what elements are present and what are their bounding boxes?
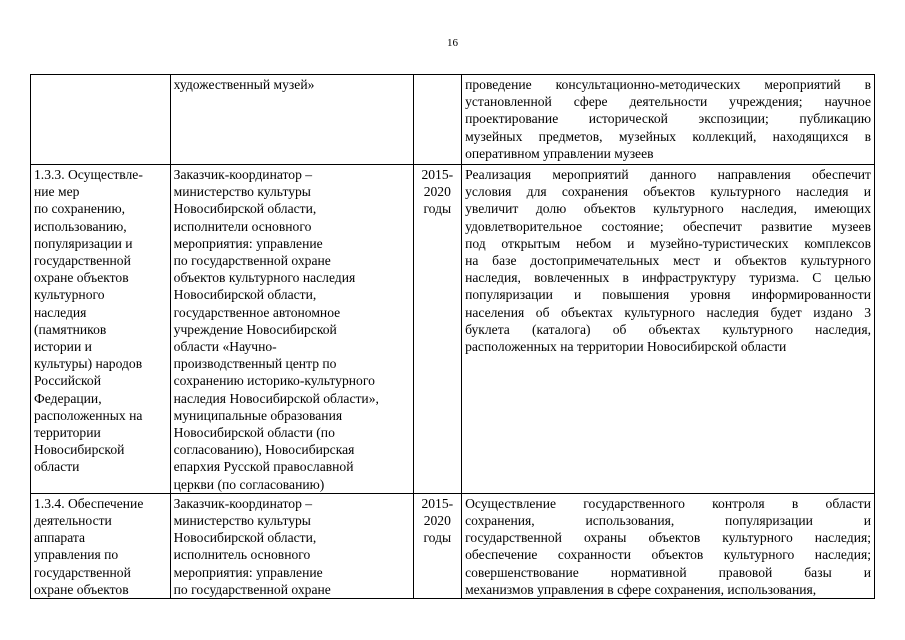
cell-text-line: области «Научно-: [173, 339, 277, 355]
cell-text-line: мероприятия: управление: [173, 564, 323, 580]
cell-text-line: территории: [34, 425, 101, 441]
cell-text-line: (памятников: [34, 321, 107, 337]
cell-text-line: Заказчик-координатор –: [173, 495, 313, 511]
executor-cell: [170, 493, 413, 598]
page-number: 16: [447, 37, 458, 49]
cell-text-line: производственный центр по: [173, 356, 337, 372]
cell-text-line: государственной: [34, 564, 131, 580]
cell-text-line: учреждение Новосибирской: [173, 321, 337, 337]
result-cell: [462, 75, 875, 165]
cell-text-line: проектирование исторической экспозиции; публикацию: [465, 111, 871, 127]
cell-text-line: Новосибирской области,: [173, 201, 317, 217]
table-row: [31, 165, 875, 494]
cell-text-line: охране объектов: [34, 270, 129, 286]
cell-text-line: министерство культуры: [173, 184, 311, 200]
result-cell: [462, 493, 875, 598]
cell-text-line: на базе достопримечательных мест и объектов культурного: [465, 253, 871, 269]
cell-text-line: по государственной охране: [173, 581, 331, 597]
cell-text-line: муниципальные образования: [173, 407, 343, 423]
period-cell: [413, 75, 462, 165]
cell-text-line: обеспечение сохранности объектов культурного наследия;: [465, 547, 871, 563]
result-cell: [462, 165, 875, 494]
cell-text-line: расположенных на: [34, 407, 143, 423]
cell-text-line: государственной: [34, 253, 131, 269]
cell-text-line: населения об объектах культурного наследия будет издано 3: [465, 304, 871, 320]
cell-text-line: сохранению историко-культурного: [173, 373, 375, 389]
cell-text-line: условия для сохранения объектов культурного наследия и: [465, 184, 871, 200]
activity-cell: [31, 493, 171, 598]
cell-text-line: 1.3.4. Обеспечение: [34, 495, 144, 511]
table-row: [31, 493, 875, 598]
cell-text-line: наследия, вовлеченных в инфраструктуру туризма. С целью: [465, 270, 871, 286]
cell-text-line: исполнители основного: [173, 218, 312, 234]
cell-text-line: управления по: [34, 547, 119, 563]
cell-text-line: удовлетворительное состояние; обеспечит развитие музеев: [465, 218, 871, 234]
cell-text-line: годы: [423, 201, 452, 217]
cell-text-line: наследия: [34, 304, 87, 320]
cell-text-line: объектов культурного наследия: [173, 270, 356, 286]
cell-text-line: механизмов управления в сфере сохранения, использования,: [465, 581, 817, 597]
cell-text-line: государственной охраны объектов культурного наследия;: [465, 530, 871, 546]
cell-text-line: государственное автономное: [173, 304, 341, 320]
cell-text-line: Федерации,: [34, 390, 102, 406]
cell-text-line: 1.3.3. Осуществле-: [34, 167, 143, 182]
cell-text-line: по государственной охране: [173, 253, 331, 269]
cell-text-line: 2015-: [421, 167, 454, 182]
cell-text-line: под открытым небом и музейно-туристических комплексов: [465, 235, 871, 251]
cell-text-line: установленной сфере деятельности учреждения; научное: [465, 94, 871, 110]
cell-text-line: деятельности: [34, 513, 112, 529]
cell-text-line: совершенствование нормативной правовой базы и: [465, 564, 871, 580]
cell-text-line: Новосибирской области,: [173, 530, 317, 546]
table-row: [31, 75, 875, 165]
cell-text-line: Новосибирской: [34, 442, 125, 458]
program-table: [30, 74, 875, 599]
cell-text-line: буклета (каталога) об объектах культурного наследия,: [465, 321, 871, 337]
cell-text-line: увеличит долю объектов культурного наследия, имеющих: [465, 201, 871, 217]
activity-cell: [31, 75, 171, 165]
executor-cell: [170, 75, 413, 165]
cell-text-line: по сохранению,: [34, 201, 126, 217]
cell-text-line: Заказчик-координатор –: [173, 167, 313, 182]
cell-text-line: 2015-: [421, 495, 454, 511]
cell-text-line: церкви (по согласованию): [173, 476, 325, 492]
cell-text-line: культуры) народов: [34, 356, 143, 372]
cell-text-line: министерство культуры: [173, 513, 311, 529]
executor-cell: [170, 165, 413, 494]
cell-text-line: 2020: [423, 184, 451, 200]
cell-text-line: культурного: [34, 287, 105, 303]
cell-text-line: истории и: [34, 339, 92, 355]
cell-text-line: исполнитель основного: [173, 547, 311, 563]
cell-text-line: музейных предметов, музейных коллекций, находящихся в: [465, 128, 871, 144]
cell-text-line: популяризации и повышения уровня информированности: [465, 287, 871, 303]
cell-text-line: годы: [423, 530, 452, 546]
activity-cell: [31, 165, 171, 494]
cell-text-line: использованию,: [34, 218, 127, 234]
period-cell: [413, 165, 462, 494]
cell-text-line: 2020: [423, 513, 451, 529]
cell-text-line: епархия Русской православной: [173, 459, 354, 475]
cell-text-line: Реализация мероприятий данного направления обеспечит: [465, 167, 871, 182]
cell-text-line: сохранения, использования, популяризации и: [465, 513, 871, 529]
cell-text-line: Осуществление государственного контроля в области: [465, 495, 871, 511]
cell-text-line: аппарата: [34, 530, 86, 546]
cell-text-line: области: [34, 459, 80, 475]
cell-text-line: ние мер: [34, 184, 80, 200]
cell-text-line: расположенных на территории Новосибирской области: [465, 339, 787, 355]
cell-text-line: проведение консультационно-методических мероприятий в: [465, 77, 871, 92]
cell-text-line: Новосибирской области,: [173, 287, 317, 303]
cell-text-line: согласованию), Новосибирская: [173, 442, 355, 458]
period-cell: [413, 493, 462, 598]
cell-text-line: Российской: [34, 373, 101, 389]
cell-text-line: популяризации и: [34, 235, 133, 251]
cell-text-line: оперативном управлении музеев: [465, 145, 654, 161]
cell-text-line: мероприятия: управление: [173, 235, 323, 251]
cell-text-line: наследия Новосибирской области»,: [173, 390, 379, 406]
cell-text-line: Новосибирской области (по: [173, 425, 335, 441]
cell-text-line: охране объектов: [34, 581, 129, 597]
cell-text-line: художественный музей»: [173, 77, 315, 92]
